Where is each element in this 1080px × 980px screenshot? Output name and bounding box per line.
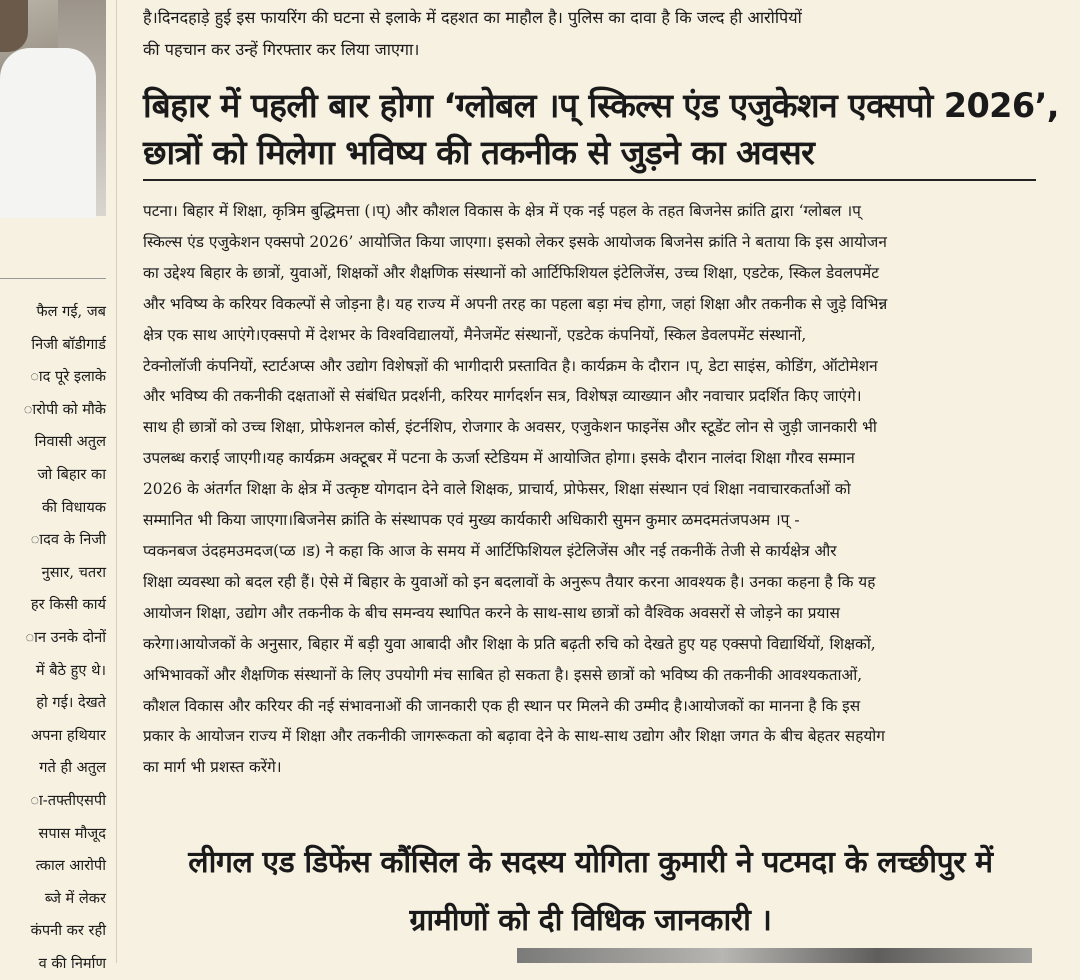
left-column-line: गते ही अतुल	[39, 759, 106, 777]
body-line: और भविष्य के करियर विकल्पों से जोड़ना है। यह राज्य में अपनी तरह का पहला बड़ा मंच होगा, जहां शिक्षा और तकनीक से जुड़े विभिन्न	[143, 294, 888, 313]
left-column-line: जो बिहार का	[37, 465, 106, 483]
body-line: कौशल विकास और करियर की नई संभावनाओं की जानकारी एक ही स्थान पर मिलने की उम्मीद है।आयोजकों का मानना है कि इस	[143, 696, 861, 715]
left-column-line: नुसार, चतरा	[41, 563, 106, 581]
headline-line: ग्रामीणों को दी विधिक जानकारी ।	[409, 903, 772, 938]
body-line: स्किल्स एंड एजुकेशन एक्सपो 2026’ आयोजित किया जाएगा। इसको लेकर इसके आयोजक बिजनेस क्रांति ने बताया कि इस आयोजन	[143, 232, 887, 251]
person-shirt-shape	[0, 48, 96, 218]
left-column-line: अपना हथियार	[30, 726, 106, 744]
left-column-line: निजी बॉडीगार्ड	[31, 335, 106, 353]
second-article-headline	[143, 834, 1038, 950]
left-column-line: ादव के निजी	[30, 531, 106, 549]
left-column-line: फैल गई, जब	[36, 303, 106, 320]
second-article-body-cutoff	[143, 948, 513, 963]
column-divider	[116, 0, 117, 963]
headline-line: लीगल एड डिफेंस कौंसिल के सदस्य योगिता कुमारी ने पटमदा के लच्छीपुर में	[188, 845, 993, 880]
left-column-line: ब्जे में लेकर	[44, 889, 106, 907]
left-column-rule	[0, 278, 106, 279]
body-line: टेक्नोलॉजी कंपनियों, स्टार्टअप्स और उद्योग विशेषज्ञों की भागीदारी प्रस्तावित है। कार्यक्रम के दौरान ।प्, डेटा साइंस, कोडिंग, ऑटोमेशन	[143, 356, 878, 375]
body-line: करेगा।आयोजकों के अनुसार, बिहार में बड़ी युवा आबादी और शिक्षा के प्रति बढ़ती रुचि को देखते हुए यह एक्सपो विद्यार्थियों, शिक्षकों,	[143, 634, 876, 653]
left-column-line: की विधायक	[42, 498, 106, 516]
previous-article-continuation	[143, 2, 1038, 66]
left-column-line: कंपनी कर रही	[30, 922, 106, 940]
body-line: अभिभावकों और शैक्षणिक संस्थानों के लिए उपयोगी मंच साबित हो सकता है। इससे छात्रों को भविष्य की तकनीकी आवश्यकताओं,	[143, 665, 863, 684]
body-line: सम्मानित भी किया जाएगा।बिजनेस क्रांति के संस्थापक एवं मुख्य कार्यकारी अधिकारी सुमन कुमार ळमदमतंजपअम ।प् -	[143, 511, 800, 530]
body-line: साथ ही छात्रों को उच्च शिक्षा, प्रोफेशनल कोर्स, इंटर्नशिप, रोजगार के अवसर, एजुकेशन फाइनेंस और स्टूडेंट लोन से जुड़ी जानकारी भी	[143, 418, 877, 437]
body-line: प्वकनबज उंदहमउमदज(प्ळ ।ड) ने कहा कि आज के समय में आर्टिफिशियल इंटेलिजेंस और नई तकनीकें तेजी से कार्यक्षेत्र और	[143, 541, 837, 560]
body-line: और भविष्य की तकनीकी दक्षताओं से संबंधित प्रदर्शनी, करियर मार्गदर्शन सत्र, विशेषज्ञ व्याख्यान और नवाचार प्रदर्शित किए जाएंगे।	[143, 387, 862, 406]
left-column-line: में बैठे हुए थे।	[35, 661, 106, 679]
body-line: उपलब्ध कराई जाएगी।यह कार्यक्रम अक्टूबर में पटना के ऊर्जा स्टेडियम में आयोजित होगा। इसके दौरान नालंदा शिक्षा गौरव सम्मान	[143, 449, 855, 468]
continuation-line: की पहचान कर उन्हें गिरफ्तार कर लिया जाएगा।	[143, 40, 420, 59]
continuation-line: है।दिनदहाड़े हुई इस फायरिंग की घटना से इलाके में दहशत का माहौल है। पुलिस का दावा है कि जल्द ही आरोपियों	[143, 8, 802, 27]
body-line: आयोजन शिक्षा, उद्योग और तकनीक के बीच समन्वय स्थापित करने के साथ-साथ छात्रों को वैश्विक अवसरों से जोड़ने का प्रयास	[143, 603, 840, 622]
body-line: प्रकार के आयोजन राज्य में शिक्षा और तकनीकी जागरूकता को बढ़ावा देने के साथ-साथ उद्योग और शिक्षा जगत के बीच बेहतर सहयोग	[143, 727, 885, 746]
article-body	[143, 196, 1038, 783]
left-column-line: ा-तफ्तीएसपी	[30, 791, 106, 809]
left-column-text	[0, 296, 106, 972]
person-head-shape	[0, 0, 28, 52]
left-column-line: त्काल आरोपी	[35, 857, 106, 875]
body-line: का उद्देश्य बिहार के छात्रों, युवाओं, शिक्षकों और शैक्षणिक संस्थानों को आर्टिफिशियल इंटेलिजेंस, उच्च शिक्षा, एडटेक, स्किल डेवलपमेंट	[143, 263, 879, 282]
news-photo-person	[0, 0, 106, 216]
body-line: पटना। बिहार में शिक्षा, कृत्रिम बुद्धिमत्ता (।प्) और कौशल विकास के क्षेत्र में एक नई पहल के तहत बिजनेस क्रांति द्वारा ‘ग्लोबल ।प्	[143, 202, 861, 220]
left-column-line: सपास मौजूद	[38, 824, 106, 842]
headline-line: बिहार में पहली बार होगा ‘ग्लोबल ।प् स्किल्स एंड एजुकेशन एक्सपो 2026’,	[143, 86, 1059, 125]
headline-line: छात्रों को मिलेगा भविष्य की तकनीक से जुड़ने का अवसर	[143, 133, 815, 172]
article-headline	[143, 82, 1059, 176]
headline-underline	[143, 179, 1036, 181]
left-column-line: हर किसी कार्य	[30, 596, 106, 614]
body-line: 2026 के अंतर्गत शिक्षा के क्षेत्र में उत्कृष्ट योगदान देने वाले शिक्षक, प्राचार्य, प्रोफेसर, शिक्षा संस्थान एवं शिक्षा नवाचारकर्ताओं को	[143, 480, 851, 499]
body-line: का मार्ग भी प्रशस्त करेंगे।	[143, 758, 282, 777]
left-column-line: ान उनके दोनों	[25, 628, 106, 646]
body-line: क्षेत्र एक साथ आएंगे।एक्सपो में देशभर के विश्वविद्यालयों, मैनेजमेंट संस्थानों, एडटेक कंपनियों, स्किल डेवलपमेंट संस्थानों,	[143, 325, 807, 344]
left-column-line: निवासी अतुल	[34, 433, 106, 451]
second-article-photo	[517, 948, 1032, 963]
left-column-line: ाद पूरे इलाके	[30, 368, 106, 386]
left-column-line: हो गई। देखते	[36, 694, 106, 712]
body-line: शिक्षा व्यवस्था को बदल रही हैं। ऐसे में बिहार के युवाओं को इन बदलावों के अनुरूप तैयार करना आवश्यक है। उनका कहना है कि यह	[143, 572, 876, 591]
left-column-line: ारोपी को मौके	[23, 400, 106, 418]
left-column-line: व की निर्माण	[38, 954, 106, 972]
